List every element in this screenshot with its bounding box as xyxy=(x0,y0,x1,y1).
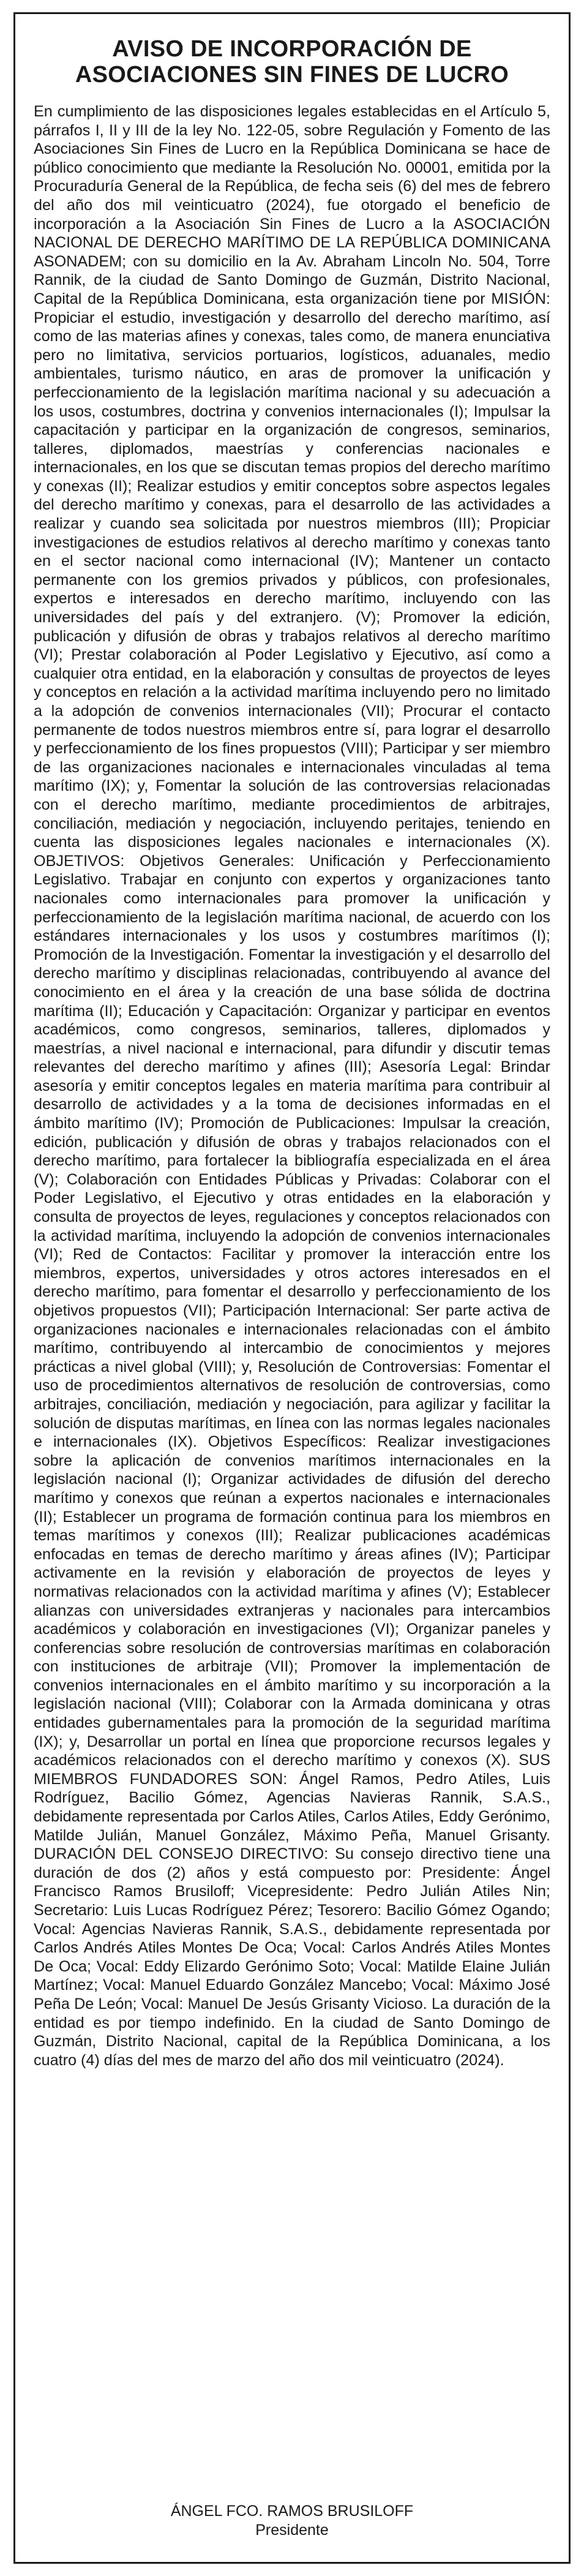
signatory-name: ÁNGEL FCO. RAMOS BRUSILOFF xyxy=(170,2503,414,2520)
signature-block xyxy=(15,2502,569,2540)
notice-title-line-2: ASOCIACIONES SIN FINES DE LUCRO xyxy=(75,62,509,88)
notice-body: En cumplimiento de las disposiciones legales establecidas en el Artículo 5, párrafos I, II y III de la ley No. 122-05, sobre Regulación y Fomento de las Asociaciones Sin Fines de Lucro en la República Dominicana se hace de público conocimiento que mediante la Resolución No. 00001, emitida por la Procuraduría General de la República, de fecha seis (6) del mes de febrero del año dos mil veinticuatro (2024), fue otorgado el beneficio de incorporación a la Asociación Sin Fines de Lucro a la ASOCIACIÓN NACIONAL DE DERECHO MARÍTIMO DE LA REPÚBLICA DOMINICANA ASONADEM; con su domicilio en la Av. Abraham Lincoln No. 504, Torre Rannik, de la ciudad de Santo Domingo de Guzmán, Distrito Nacional, Capital de la República Dominicana, esta organización tiene por MISIÓN: Propiciar el estudio, investigación y desarrollo del derecho marítimo, así como de las materias afines y conexas, tales como, de manera enunciativa pero no limitativa, servicios portuarios, logísticos, aduanales, medio ambientales, turismo náutico, en aras de promover la unificación y perfeccionamiento de la legislación marítima nacional y su adecuación a los usos, costumbres, doctrina y convenios internacionales (I); Impulsar la capacitación y participar en la organización de congresos, seminarios, talleres, diplomados, maestrías y conferencias nacionales e internacionales, en los que se discutan temas propios del derecho marítimo y conexas (II); Realizar estudios y emitir conceptos sobre aspectos legales del derecho marítimo y conexas, para el desarrollo de las actividades a realizar y cuando sea solicitada por nuestros miembros (III); Propiciar investigaciones de estudios relativos al derecho marítimo y conexas tanto en el sector nacional como internacional (IV); Mantener un contacto permanente con los gremios privados y públicos, con profesionales, expertos e interesados en derecho marítimo, incluyendo con las universidades del país y del extranjero. (V); Promover la edición, publicación y difusión de obras y trabajos relativos al derecho marítimo (VI); Prestar colaboración al Poder Legislativo y Ejecutivo, así como a cualquier otra entidad, en la elaboración y consultas de proyectos de leyes y conceptos en relación a la actividad marítima incluyendo pero no limitado a la adopción de convenios internacionales (VII); Procurar el contacto permanente de todos nuestros miembros entre sí, para lograr el desarrollo y perfeccionamiento de los fines propuestos (VIII); Participar y ser miembro de las organizaciones nacionales e internacionales vinculadas al tema marítimo (IX); y, Fomentar la solución de las controversias relacionadas con el derecho marítimo, mediante procedimientos de arbitrajes, conciliación, mediación y negociación, incluyendo peritajes, teniendo en cuenta las disposiciones legales nacionales e internacionales (X). OBJETIVOS: Objetivos Generales: Unificación y Perfeccionamiento Legislativo. Trabajar en conjunto con expertos y organizaciones tanto nacionales como internacionales para promover la unificación y perfeccionamiento de la legislación marítima nacional, de acuerdo con los estándares internacionales y los usos y costumbres marítimos (I); Promoción de la Investigación. Fomentar la investigación y el desarrollo del derecho marítimo y disciplinas relacionadas, contribuyendo al avance del conocimiento en el área y la creación de una base sólida de doctrina marítima (II); Educación y Capacitación: Organizar y participar en eventos académicos, como congresos, seminarios, talleres, diplomados y maestrías, a nivel nacional e internacional, para difundir y discutir temas relevantes del derecho marítimo y afines (III); Asesoría Legal: Brindar asesoría y emitir conceptos legales en materia marítima para contribuir al desarrollo de actividades y a la toma de decisiones informadas en el ámbito marítimo (IV); Promoción de Publicaciones: Impulsar la creación, edición, publicación y difusión de obras y trabajos relacionados con el derecho marítimo, para fortalecer la bibliografía especializada en el área (V); Colaboración con Entidades Públicas y Privadas: Colaborar con el Poder Legislativo, el Ejecutivo y otras entidades en la elaboración y consulta de proyectos de leyes, regulaciones y conceptos relacionados con la actividad marítima, incluyendo la adopción de convenios internacionales (VI); Red de Contactos: Facilitar y promover la interacción entre los miembros, expertos, universidades y otros actores interesados en el derecho marítimo, para fomentar el desarrollo y perfeccionamiento de los objetivos propuestos (VII); Participación Internacional: Ser parte activa de organizaciones nacionales e internacionales relacionadas con el ámbito marítimo, contribuyendo al intercambio de conocimientos y mejores prácticas a nivel global (VIII); y, Resolución de Controversias: Fomentar el uso de procedimientos alternativos de resolución de controversias, como arbitrajes, conciliación, mediación y negociación, para agilizar y facilitar la solución de disputas marítimas, en línea con las normas legales nacionales e internacionales (IX). Objetivos Específicos: Realizar investigaciones sobre la aplicación de convenios marítimos internacionales en la legislación nacional (I); Organizar actividades de difusión del derecho marítimo y conexos que reúnan a expertos nacionales e internacionales (II); Establecer un programa de formación continua para los miembros en temas marítimos y conexos (III); Realizar publicaciones académicas enfocadas en temas de derecho marítimo y áreas afines (IV); Participar activamente en la revisión y elaboración de proyectos de leyes y normativas relacionados con la actividad marítima y afines (V); Establecer alianzas con universidades extranjeras y nacionales para intercambios académicos y colaboración en investigaciones (VI); Organizar paneles y conferencias sobre resolución de controversias marítimas en colaboración con instituciones de arbitraje (VII); Promover la implementación de convenios internacionales en el ámbito marítimo y su incorporación a la legislación nacional (VIII); Colaborar con la Armada dominicana y otras entidades gubernamentales para la promoción de la seguridad marítima (IX); y, Desarrollar un portal en línea que proporcione recursos legales y académicos relacionados con el derecho marítimo y conexos (X). SUS MIEMBROS FUNDADORES SON: Ángel Ramos, Pedro Atiles, Luis Rodríguez, Bacilio Gómez, Agencias Navieras Rannik, S.A.S., debidamente representada por Carlos Atiles, Carlos Atiles, Eddy Gerónimo, Matilde Julián, Manuel González, Máximo Peña, Manuel Grisanty. DURACIÓN DEL CONSEJO DIRECTIVO: Su consejo directivo tiene una duración de dos (2) años y está compuesto por: Presidente: Ángel Francisco Ramos Brusiloff; Vicepresidente: Pedro Julián Atiles Nin; Secretario: Luis Lucas Rodríguez Pérez; Tesorero: Bacilio Gómez Ogando; Vocal: Agencias Navieras Rannik, S.A.S., debidamente representada por Carlos Andrés Atiles Montes De Oca; Vocal: Carlos Andrés Atiles Montes De Oca; Vocal: Eddy Elizardo Gerónimo Soto; Vocal: Matilde Elaine Julián Martínez; Vocal: Manuel Eduardo González Mancebo; Vocal: Máximo José Peña De León; Vocal: Manuel De Jesús Grisanty Vicioso. La duración de la entidad es por tiempo indefinido. En la ciudad de Santo Domingo de Guzmán, Distrito Nacional, capital de la República Dominicana, a los cuatro (4) días del mes de marzo del año dos mil veinticuatro (2024). xyxy=(34,103,550,2069)
notice-title xyxy=(34,36,550,88)
notice-title-line-1: AVISO DE INCORPORACIÓN DE xyxy=(112,36,472,62)
notice-frame xyxy=(13,12,571,2564)
signatory-title: Presidente xyxy=(255,2521,329,2539)
